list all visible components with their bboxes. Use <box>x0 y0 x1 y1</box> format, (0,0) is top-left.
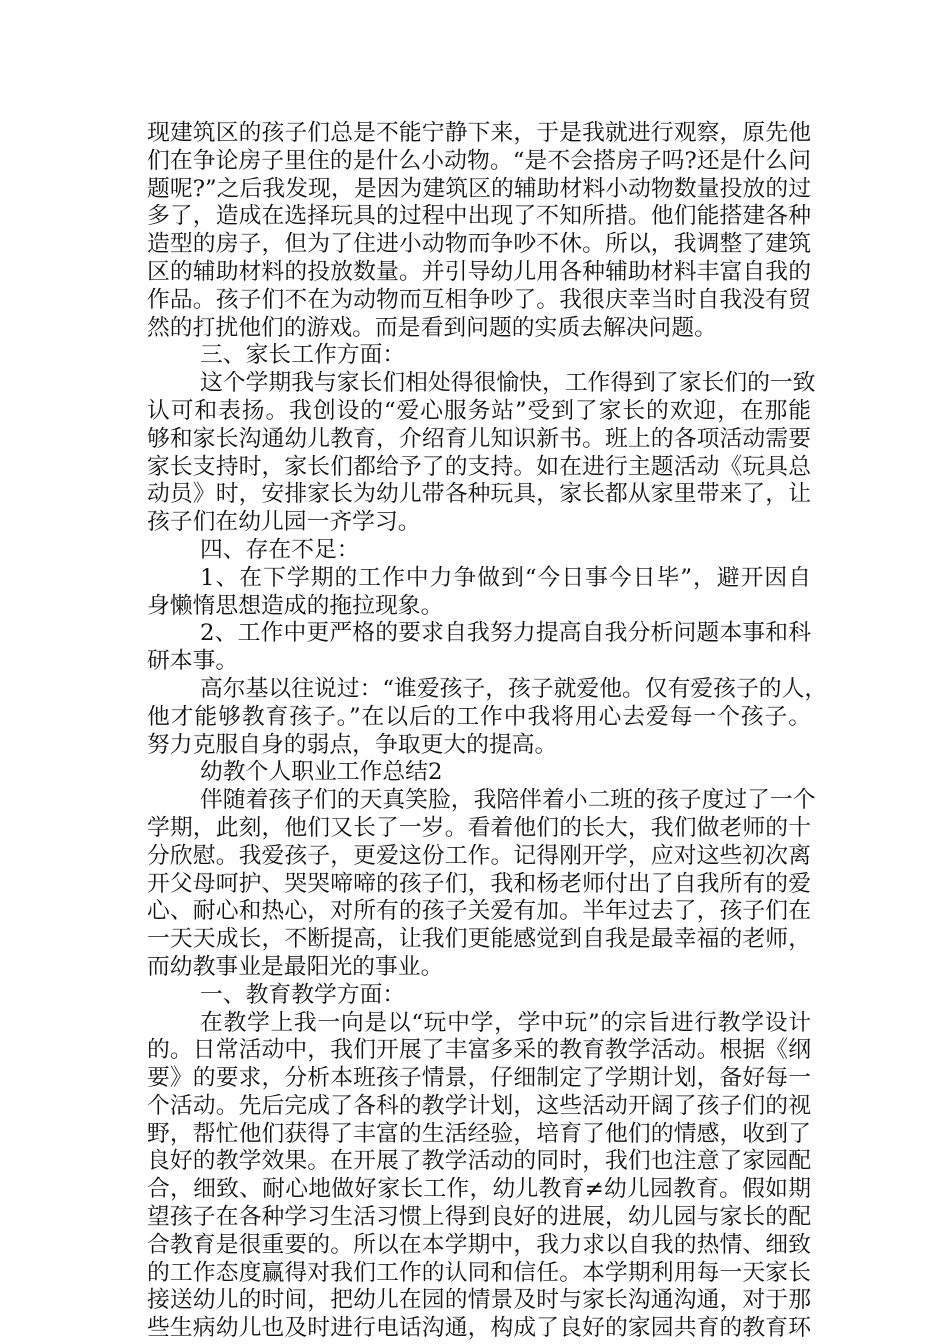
document-page <box>147 120 828 1343</box>
text-line: 的工作态度赢得对我们工作的认同和信任。本学期利用每一天家长 <box>147 1259 811 1286</box>
text-line: 2、工作中更严格的要求自我努力提高自我分析问题本事和科 <box>200 620 811 647</box>
text-line: 够和家长沟通幼儿教育，介绍育儿知识新书。班上的各项活动需要 <box>147 425 811 452</box>
text-line: 良好的教学效果。在开展了教学活动的同时，我们也注意了家园配 <box>147 1148 811 1175</box>
text-line: 认可和表扬。我创设的“爱心服务站”受到了家长的欢迎，在那能 <box>147 397 811 424</box>
text-line: 幼教个人职业工作总结2 <box>200 759 443 786</box>
text-line: 们在争论房子里住的是什么小动物。“是不会搭房子吗?还是什么问 <box>147 147 811 174</box>
text-line: 题呢?”之后我发现，是因为建筑区的辅助材料小动物数量投放的过 <box>147 175 811 202</box>
text-line: 四、存在不足： <box>200 536 360 563</box>
text-line: 一、教育教学方面： <box>200 981 406 1008</box>
text-line: 三、家长工作方面： <box>200 342 406 369</box>
text-line: 研本事。 <box>147 648 239 675</box>
text-line: 这个学期我与家长们相处得很愉快，工作得到了家长们的一致 <box>200 370 816 397</box>
text-line: 个活动。先后完成了各科的教学计划，这些活动开阔了孩子们的视 <box>147 1092 811 1119</box>
text-line: 分欣慰。我爱孩子，更爱这份工作。记得刚开学，应对这些初次离 <box>147 842 811 869</box>
text-line: 造型的房子，但为了住进小动物而争吵不休。所以，我调整了建筑 <box>147 231 811 258</box>
text-line: 而幼教事业是最阳光的事业。 <box>147 953 444 980</box>
text-line: 接送幼儿的时间，把幼儿在园的情景及时与家长沟通沟通，对于那 <box>147 1287 811 1314</box>
text-line: 他才能够教育孩子。”在以后的工作中我将用心去爱每一个孩子。 <box>147 703 811 730</box>
text-line: 野，帮忙他们获得了丰富的生活经验，培育了他们的情感，收到了 <box>147 1120 811 1147</box>
text-line: 在教学上我一向是以“玩中学，学中玩”的宗旨进行教学设计 <box>200 1009 811 1036</box>
text-line: 要》的要求，分析本班孩子情景，仔细制定了学期计划，备好每一 <box>147 1065 811 1092</box>
text-line: 家长支持时，家长们都给予了的支持。如在进行主题活动《玩具总 <box>147 453 811 480</box>
text-line: 动员》时，安排家长为幼儿带各种玩具，家长都从家里带来了，让 <box>147 481 811 508</box>
text-line: 些生病幼儿也及时进行电话沟通，构成了良好的家园共育的教育环 <box>147 1315 811 1342</box>
text-line: 1、在下学期的工作中力争做到“今日事今日毕”，避开因自 <box>200 564 811 591</box>
text-line: 高尔基以往说过：“谁爱孩子，孩子就爱他。仅有爱孩子的人， <box>200 675 828 702</box>
text-line: 现建筑区的孩子们总是不能宁静下来，于是我就进行观察，原先他 <box>147 120 811 146</box>
text-line: 合教育是很重要的。所以在本学期中，我力求以自我的热情、细致 <box>147 1231 811 1258</box>
text-line: 身懒惰思想造成的拖拉现象。 <box>147 592 444 619</box>
text-line: 区的辅助材料的投放数量。并引导幼儿用各种辅助材料丰富自我的 <box>147 258 811 285</box>
text-line: 一天天成长，不断提高，让我们更能感觉到自我是最幸福的老师， <box>147 926 811 953</box>
text-line: 努力克服自身的弱点，争取更大的提高。 <box>147 731 558 758</box>
text-line: 学期，此刻，他们又长了一岁。看着他们的长大，我们做老师的十 <box>147 814 811 841</box>
text-line: 心、耐心和热心，对所有的孩子关爱有加。半年过去了，孩子们在 <box>147 898 811 925</box>
text-line: 孩子们在幼儿园一齐学习。 <box>147 509 421 536</box>
text-line: 望孩子在各种学习生活习惯上得到良好的进展，幼儿园与家长的配 <box>147 1204 811 1231</box>
text-line: 多了，造成在选择玩具的过程中出现了不知所措。他们能搭建各种 <box>147 203 811 230</box>
text-line: 伴随着孩子们的天真笑脸，我陪伴着小二班的孩子度过了一个 <box>200 787 816 814</box>
text-line: 的。日常活动中，我们开展了丰富多采的教育教学活动。根据《纲 <box>147 1037 811 1064</box>
text-line: 然的打扰他们的游戏。而是看到问题的实质去解决问题。 <box>147 314 717 341</box>
text-line: 开父母呵护、哭哭啼啼的孩子们，我和杨老师付出了自我所有的爱 <box>147 870 811 897</box>
text-line: 作品。孩子们不在为动物而互相争吵了。我很庆幸当时自我没有贸 <box>147 286 811 313</box>
text-line: 合，细致、耐心地做好家长工作，幼儿教育≠幼儿园教育。假如期 <box>147 1176 811 1203</box>
